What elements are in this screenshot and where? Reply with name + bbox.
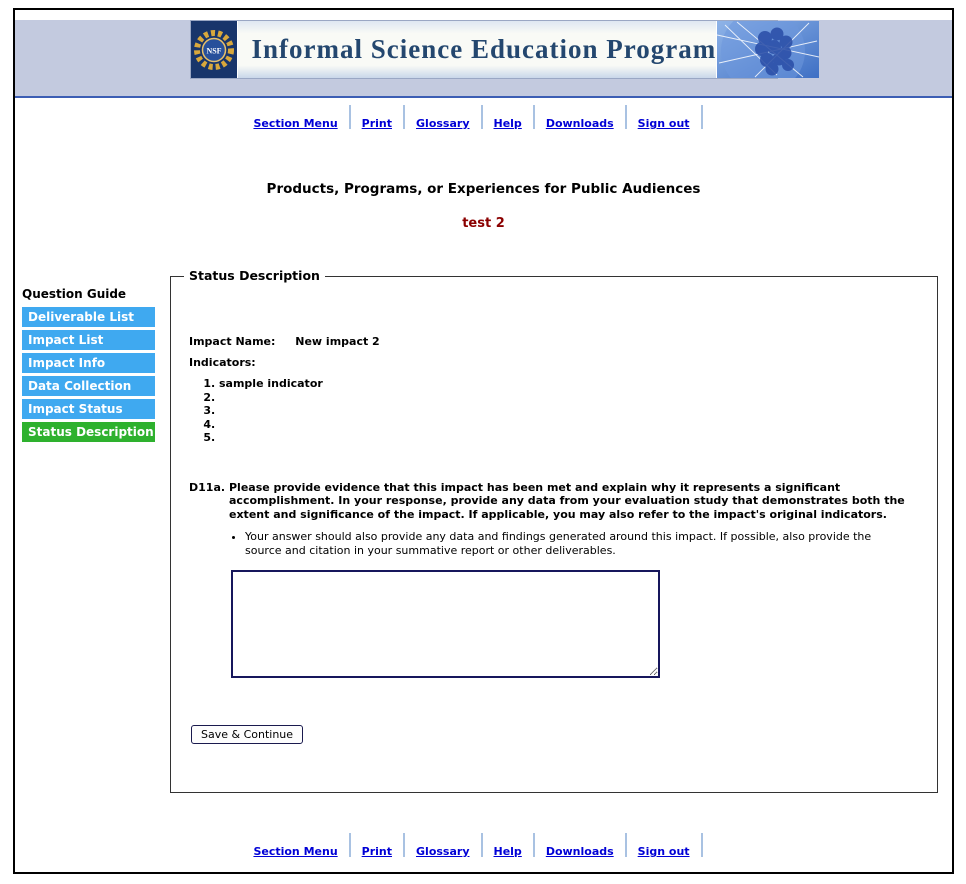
nav-separator [533, 833, 535, 857]
banner-title-area [238, 21, 717, 78]
footer-nav [15, 833, 952, 867]
nav-separator [701, 833, 703, 857]
question-guide-sidebar [15, 276, 170, 445]
main-area [15, 268, 952, 793]
question-number: D11a. [189, 480, 226, 494]
top-nav [15, 105, 952, 139]
status-description-fieldset [170, 268, 938, 793]
svg-text:NSF: NSF [205, 46, 222, 55]
nav-link-help[interactable]: Help [493, 845, 522, 858]
page-subtitle: test 2 [462, 216, 505, 231]
indicator-item [219, 431, 937, 445]
sidebar-item-deliverable-list[interactable]: Deliverable List [22, 307, 155, 327]
nav-link-downloads[interactable]: Downloads [545, 117, 614, 130]
nav-separator [349, 105, 351, 129]
program-banner [190, 20, 778, 79]
sidebar-item-status-description[interactable]: Status Description [22, 422, 155, 442]
nav-link-glossary[interactable]: Glossary [416, 845, 470, 858]
header-band [15, 20, 952, 98]
indicator-item [219, 391, 937, 405]
nav-separator [403, 105, 405, 129]
nav-link-sign-out[interactable]: Sign out [637, 845, 690, 858]
nav-link-section-menu[interactable]: Section Menu [253, 117, 338, 130]
nav-link-sign-out[interactable]: Sign out [637, 117, 690, 130]
globe-graphic-icon [716, 21, 819, 78]
sidebar-item-impact-list[interactable]: Impact List [22, 330, 155, 350]
nav-separator [481, 105, 483, 129]
indicators-label: Indicators: [189, 356, 256, 369]
nav-separator [349, 833, 351, 857]
nav-separator [533, 105, 535, 129]
sidebar-item-impact-status[interactable]: Impact Status [22, 399, 155, 419]
nav-separator [625, 105, 627, 129]
impact-name-row [189, 335, 937, 348]
sidebar-item-data-collection[interactable]: Data Collection [22, 376, 155, 396]
nav-link-print[interactable]: Print [361, 117, 393, 130]
nsf-logo-icon [191, 21, 238, 78]
banner-title: Informal Science Education Program [251, 34, 717, 64]
nav-separator [701, 105, 703, 129]
nav-separator [481, 833, 483, 857]
nav-link-section-menu[interactable]: Section Menu [253, 845, 338, 858]
nav-separator [625, 833, 627, 857]
question-d11a [189, 481, 937, 522]
indicator-item: 1. sample indicator [219, 377, 937, 391]
nav-link-glossary[interactable]: Glossary [416, 117, 470, 130]
indicator-item [219, 404, 937, 418]
nav-separator [403, 833, 405, 857]
question-text: Please provide evidence that this impact has been met and explain why it represents a significant accomplishment. In your response, provide any data from your evaluation study that demonstrates both the extent and significance of the impact. If applicable, you may also refer to the impact's original indicators. [229, 480, 905, 521]
impact-name-label: Impact Name: [189, 335, 276, 348]
save-continue-button[interactable]: Save & Continue [191, 725, 303, 744]
nav-link-print[interactable]: Print [361, 845, 393, 858]
impact-name-value: New impact 2 [295, 335, 380, 348]
answer-textarea[interactable] [231, 570, 660, 678]
page-title: Products, Programs, or Experiences for Public Audiences [266, 181, 701, 197]
indicator-item [219, 418, 937, 432]
question-note-list [229, 530, 905, 557]
nav-link-downloads[interactable]: Downloads [545, 845, 614, 858]
indicators-list [199, 377, 937, 445]
page [13, 8, 954, 874]
question-note: • Your answer should also provide any data and findings generated around this impact. If possible, also provide the source and citation in your summative report or other deliverables. [245, 530, 905, 557]
sidebar-heading: Question Guide [22, 287, 127, 301]
sidebar-item-impact-info[interactable]: Impact Info [22, 353, 155, 373]
fieldset-legend: Status Description [184, 268, 325, 283]
nav-link-help[interactable]: Help [493, 117, 522, 130]
